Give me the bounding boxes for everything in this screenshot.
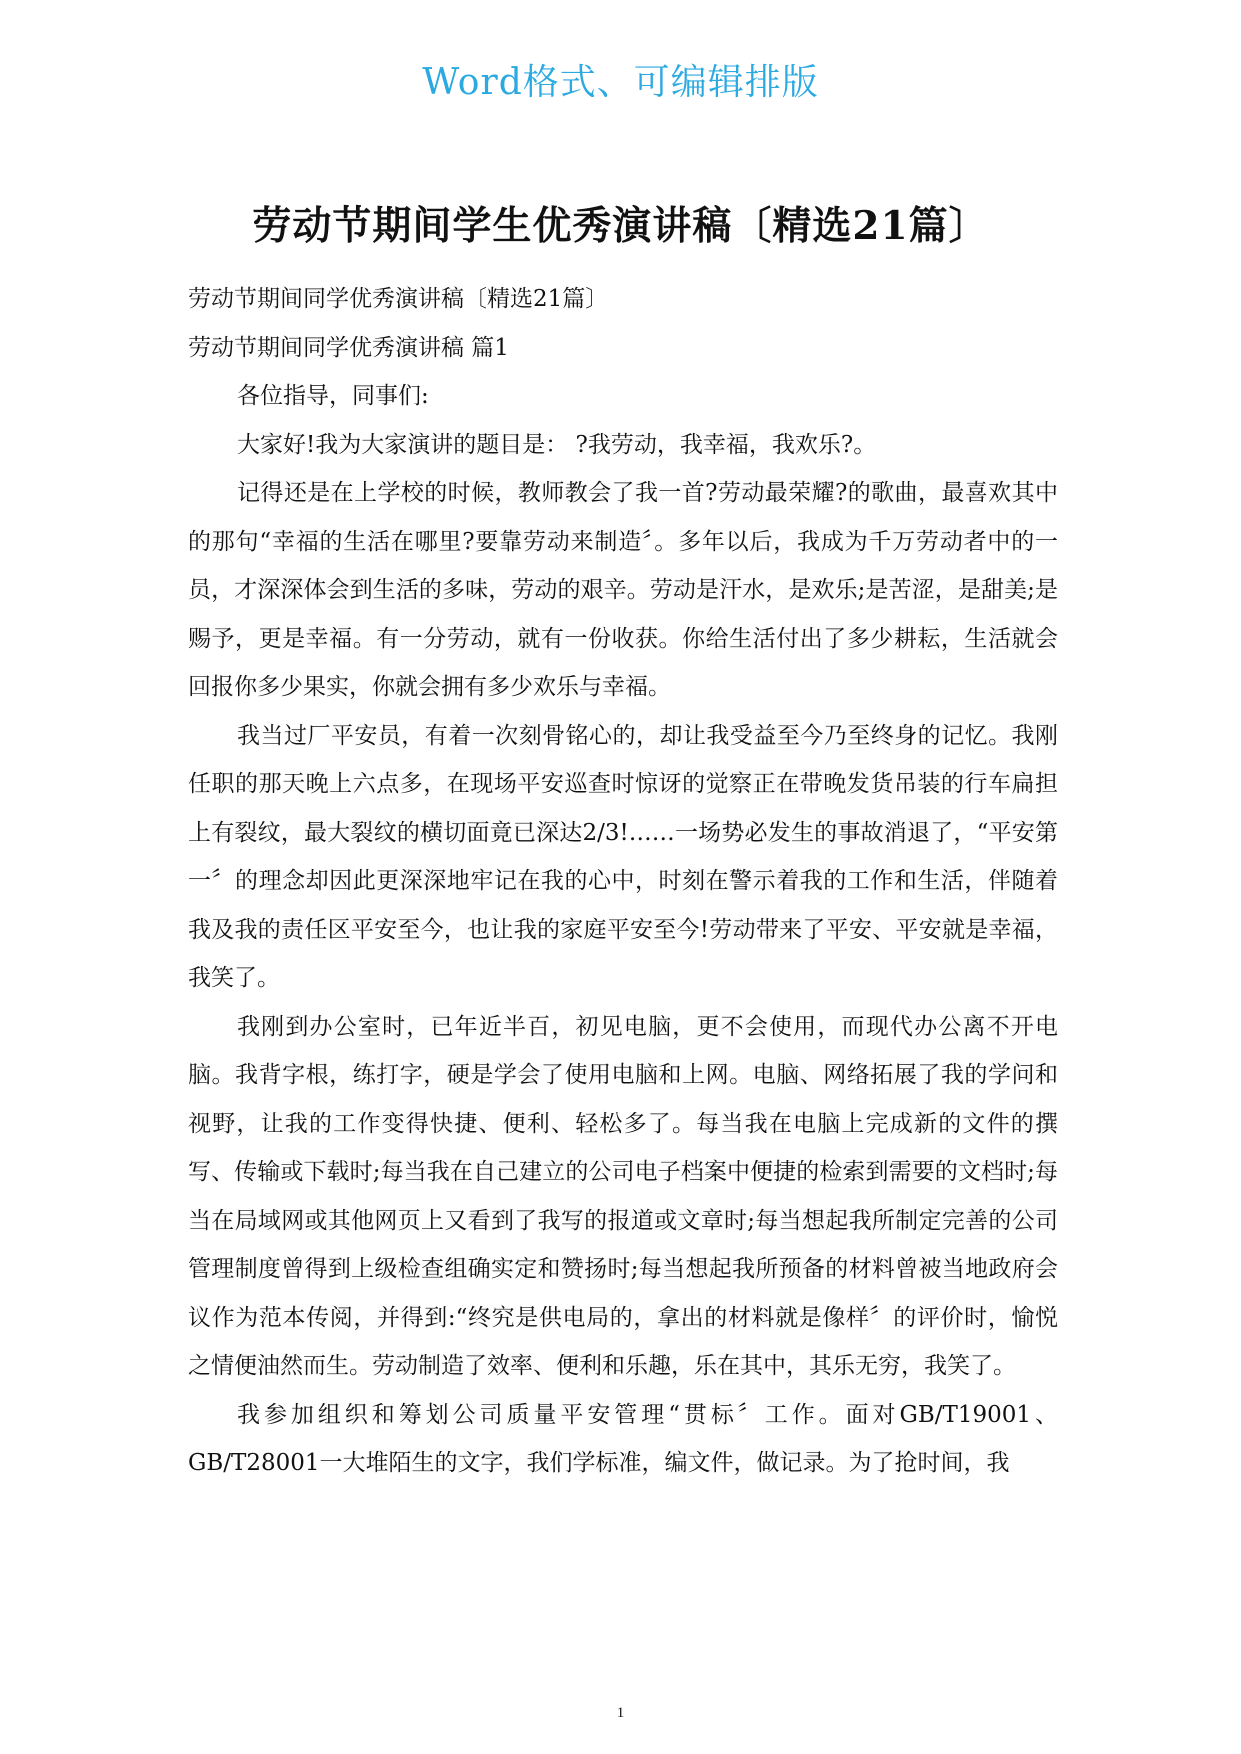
paragraph-greeting: 各位指导，同事们: xyxy=(237,383,429,409)
paragraph: 记得还是在上学校的时候，教师教会了我一首?劳动最荣耀?的歌曲，最喜欢其中的那句“幸福的生活在哪里?要靠劳动来制造〞。多年以后，我成为千万劳动者中的一员，才深深体会到生活的多味，劳动的艰辛。劳动是汗水，是欢乐;是苦涩，是甜美;是赐予，更是幸福。有一分劳动，就有一份收获。你给生活付出了多少耕耘，生活就会回报你多少果实，你就会拥有多少欢乐与幸福。 xyxy=(188,480,1058,700)
paragraph: 我参加组织和筹划公司质量平安管理“贯标〞工作。面对GB/T19001、GB/T28001一大堆陌生的文字，我们学标准，编文件，做记录。为了抢时间，我 xyxy=(188,1401,1058,1476)
document-body xyxy=(188,275,1058,1488)
paragraph: 我当过厂平安员，有着一次刻骨铭心的，却让我受益至今乃至终身的记忆。我刚任职的那天晚上六点多，在现场平安巡查时惊讶的觉察正在带晚发货吊装的行车扁担上有裂纹，最大裂纹的横切面竟已深达2/3!……一场势必发生的事故消退了，“平安第一〞的理念却因此更深深地牢记在我的心中，时刻在警示着我的工作和生活，伴随着我及我的责任区平安至今，也让我的家庭平安至今!劳动带来了平安、平安就是幸福，我笑了。 xyxy=(188,722,1058,991)
page-number: 1 xyxy=(616,1705,625,1721)
document-subtitle: 劳动节期间同学优秀演讲稿〔精选21篇〕 xyxy=(188,286,609,312)
header-text: Word格式、可编辑排版 xyxy=(422,62,819,103)
paragraph: 我刚到办公室时，已年近半百，初见电脑，更不会使用，而现代办公离不开电脑。我背字根，练打字，硬是学会了使用电脑和上网。电脑、网络拓展了我的学问和视野，让我的工作变得快捷、便利、轻松多了。每当我在电脑上完成新的文件的撰写、传输或下载时;每当我在自己建立的公司电子档案中便捷的检索到需要的文档时;每当在局域网或其他网页上又看到了我写的报道或文章时;每当想起我所制定完善的公司管理制度曾得到上级检查组确实定和赞扬时;每当想起我所预备的材料曾被当地政府会议作为范本传阅，并得到:“终究是供电局的，拿出的材料就是像样〞的评价时，愉悦之情便油然而生。劳动制造了效率、便利和乐趣，乐在其中，其乐无穷，我笑了。 xyxy=(188,1013,1058,1379)
section-heading: 劳动节期间同学优秀演讲稿 篇1 xyxy=(188,334,509,361)
document-title: 劳动节期间学生优秀演讲稿〔精选21篇〕 xyxy=(252,203,989,249)
page-header xyxy=(0,58,1241,108)
paragraph-topic: 大家好!我为大家演讲的题目是： ?我劳动，我幸福，我欢乐?。 xyxy=(237,431,877,458)
